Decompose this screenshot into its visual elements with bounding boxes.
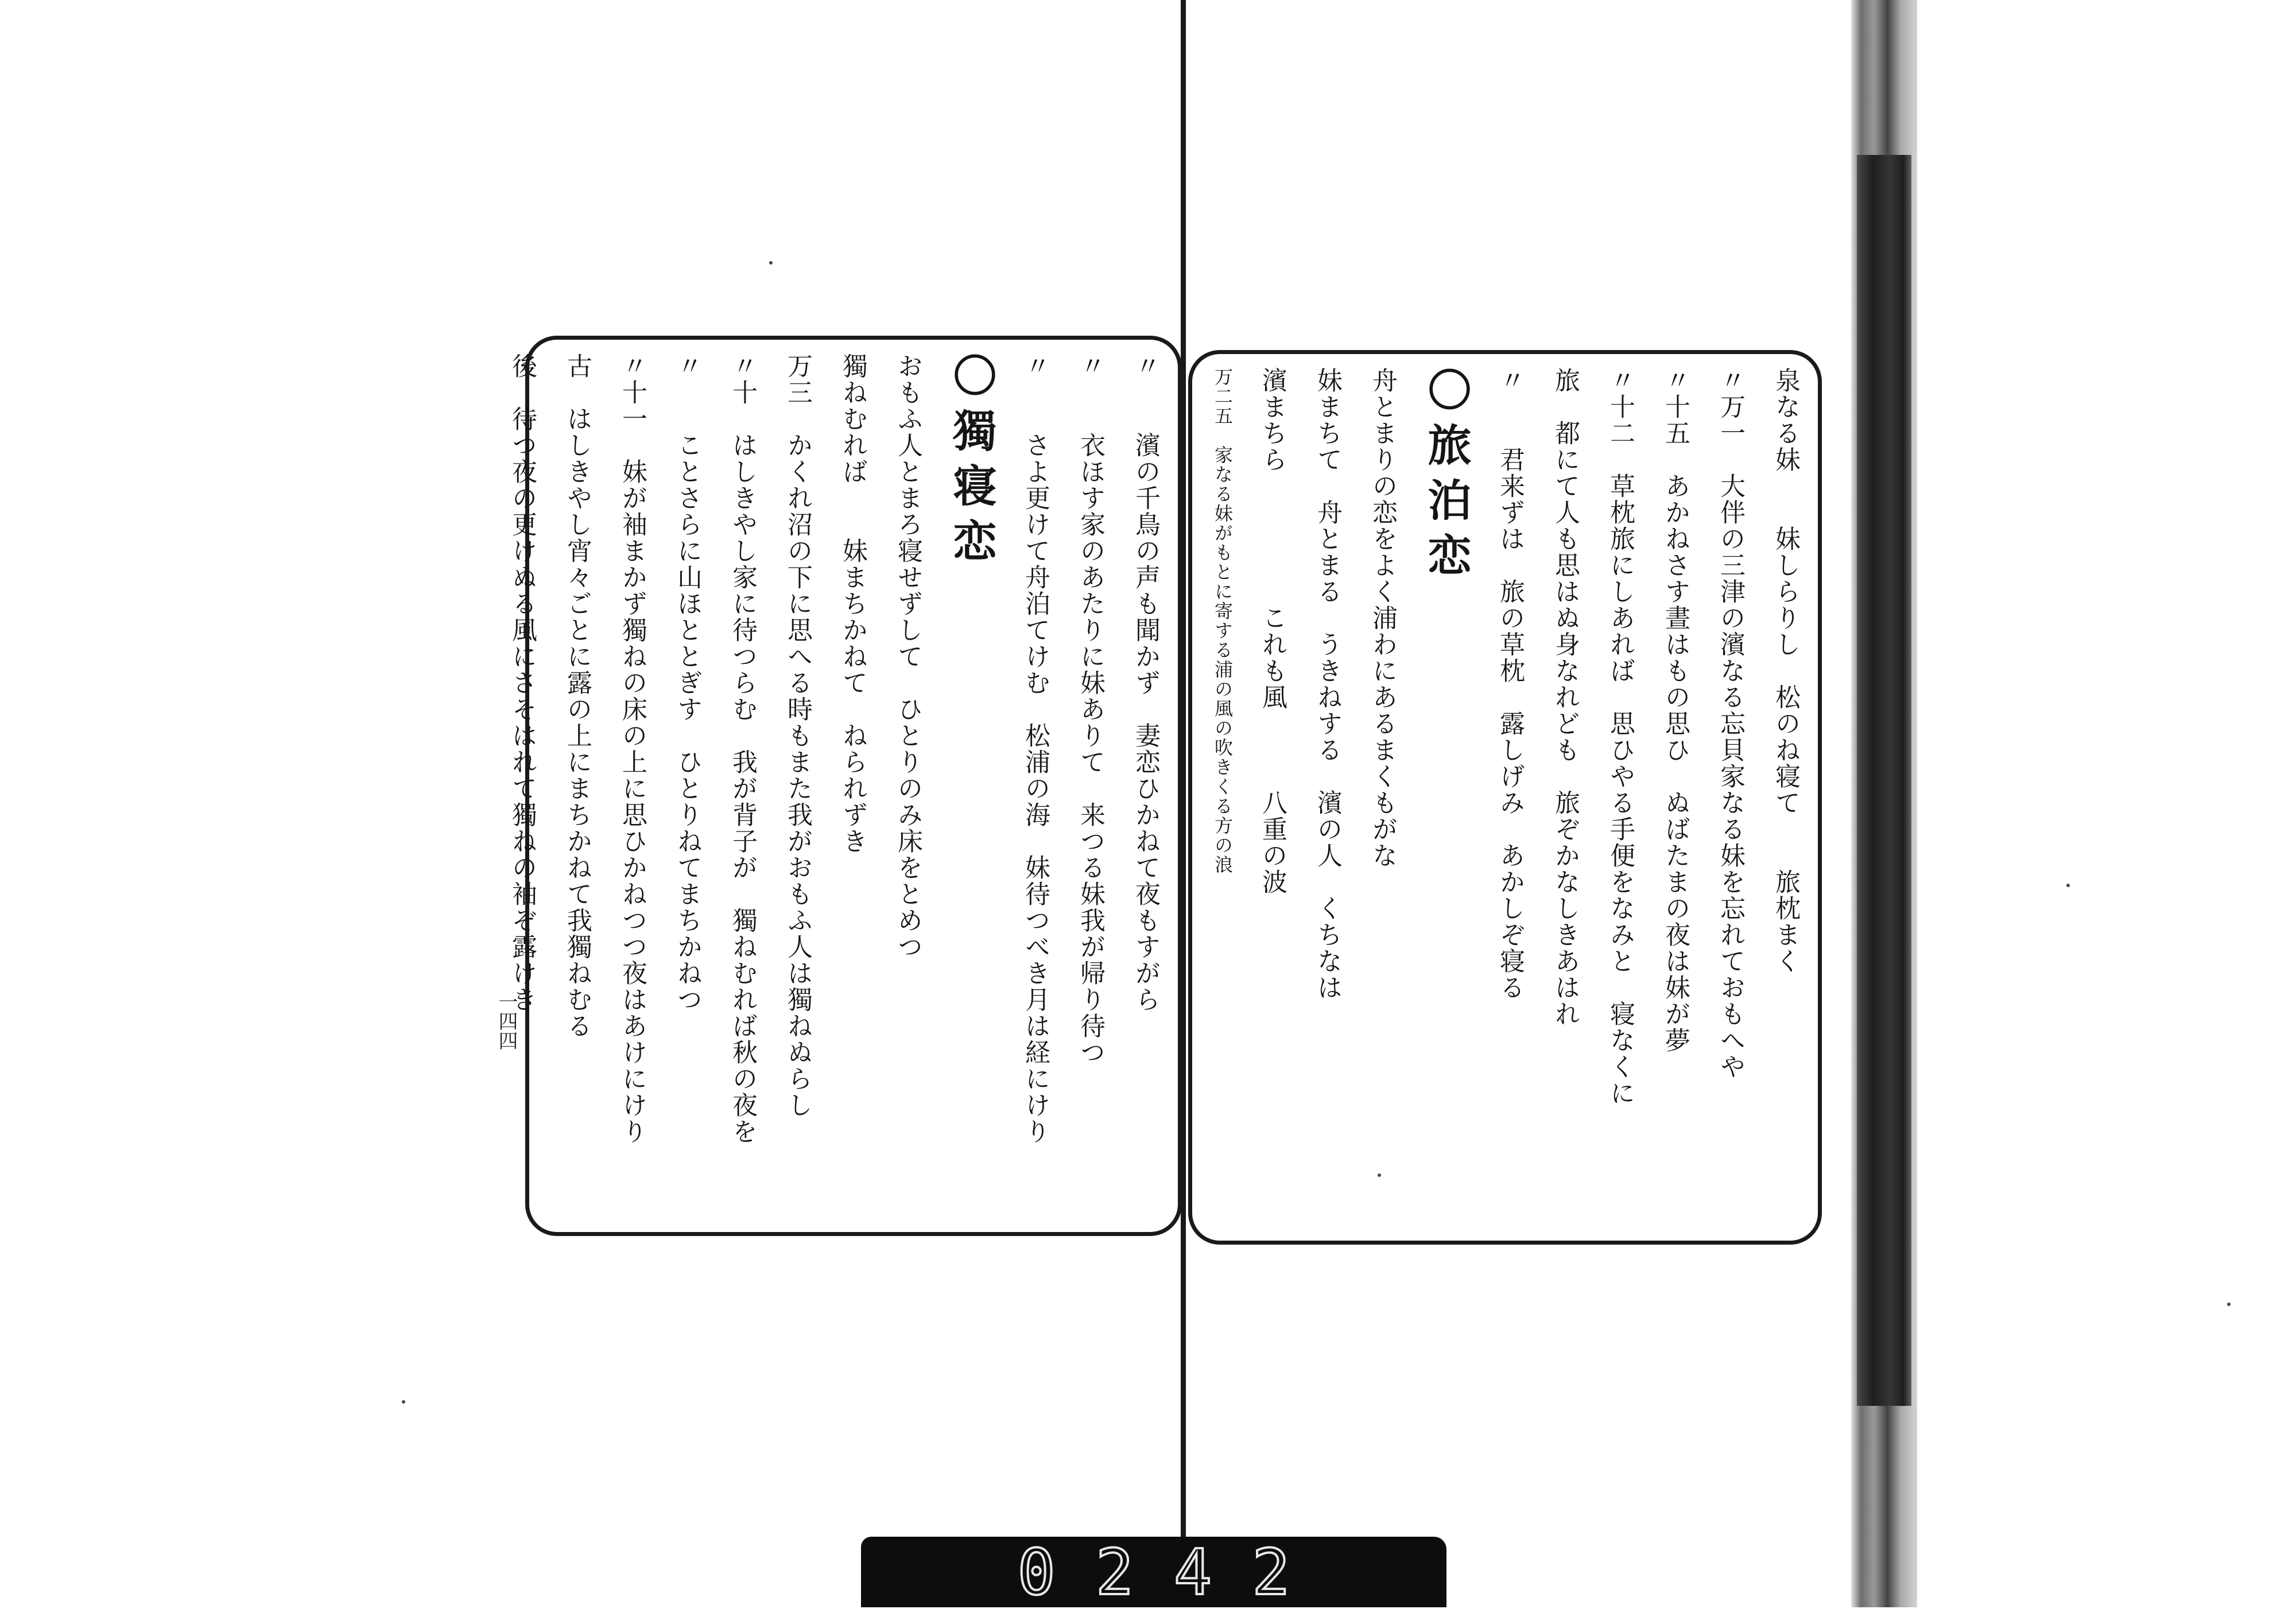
scan-speck (2066, 884, 2070, 887)
left-col-7: 万三 かくれ沼の下に思へる時もまた我がおもふ人は獨ねぬらし (783, 353, 812, 1118)
scan-speck (769, 261, 773, 265)
page-edge-shadow-dark (1857, 155, 1911, 1406)
page-number: 一四四 (495, 992, 518, 1050)
right-page-text (1205, 367, 1802, 1217)
left-page-text (507, 353, 1162, 1214)
left-col-11: 古 はしきやし宵々ごとに露の上にまちかねて我獨ねむる (563, 353, 592, 1039)
right-col-9: 妹まちて 舟とまる うきねする 濱の人 くちなは (1313, 367, 1342, 1001)
left-col-8: 〃十 はしきやし家に待つらむ 我が背子が 獨ねむれば秋の夜を (728, 353, 757, 1145)
left-col-3: 〃 さよ更けて舟泊てけむ 松浦の海 妹待つべき月は経にけり (1021, 353, 1050, 1145)
left-col-5: おもふ人とまろ寝せずして ひとりのみ床をとめつ (893, 353, 922, 960)
right-col-3: 〃十五 あかねさす晝はもの思ひ ぬばたまの夜は妹が夢 (1661, 367, 1690, 1054)
right-col-1: 泉なる妹 妹しらりし 松のね寝て 旅枕まく (1771, 367, 1800, 974)
scan-speck (2227, 1303, 2231, 1306)
archive-id-number: 0242 (1017, 1535, 1331, 1609)
section-heading-ryohaku: 〇旅泊恋 (1421, 367, 1472, 588)
left-col-10: 〃十一 妹が袖まかず獨ねの床の上に思ひかねつつ夜はあけにけり (618, 353, 647, 1145)
left-col-9: 〃 ことさらに山ほととぎす ひとりねてまちかねつ (673, 353, 702, 1013)
left-col-6: 獨ねむれば 妹まちかねて ねられずき (838, 353, 867, 854)
section-heading-hitorine: 〇獨寝恋 (946, 353, 997, 573)
right-col-11: 万二五 家なる妹がもとに寄する浦の風の吹きくる方の浪 (1212, 367, 1234, 875)
scan-speck (1378, 1173, 1381, 1177)
right-col-6: 〃 君来ずは 旅の草枕 露しげみ あかしぞ寝る (1495, 367, 1525, 1001)
right-col-5: 旅 都にて人も思はぬ身なれども 旅ぞかなしきあはれ (1550, 367, 1580, 1027)
scan-speck (402, 1400, 405, 1404)
right-col-4: 〃十二 草枕旅にしあれば 思ひやる手便をなみと 寝なくに (1605, 367, 1635, 1106)
left-col-1: 〃 濱の千鳥の声も聞かず 妻恋ひかねて夜もすがら (1131, 353, 1160, 1013)
right-col-10: 濱まちら これも風 八重の波 (1258, 367, 1287, 895)
left-col-12: 後 待つ夜の更けぬる風にさそはれて獨ねの袖ぞ露けき (507, 353, 537, 1013)
right-col-2: 〃万一 大伴の三津の濱なる忘貝家なる妹を忘れておもへや (1716, 367, 1745, 1080)
right-col-8: 舟とまりの恋をよく浦わにあるまくもがな (1368, 367, 1397, 869)
archive-id-stamp (861, 1537, 1446, 1607)
left-col-2: 〃 衣ほす家のあたりに妹ありて 来つる妹我が帰り待つ (1076, 353, 1105, 1066)
